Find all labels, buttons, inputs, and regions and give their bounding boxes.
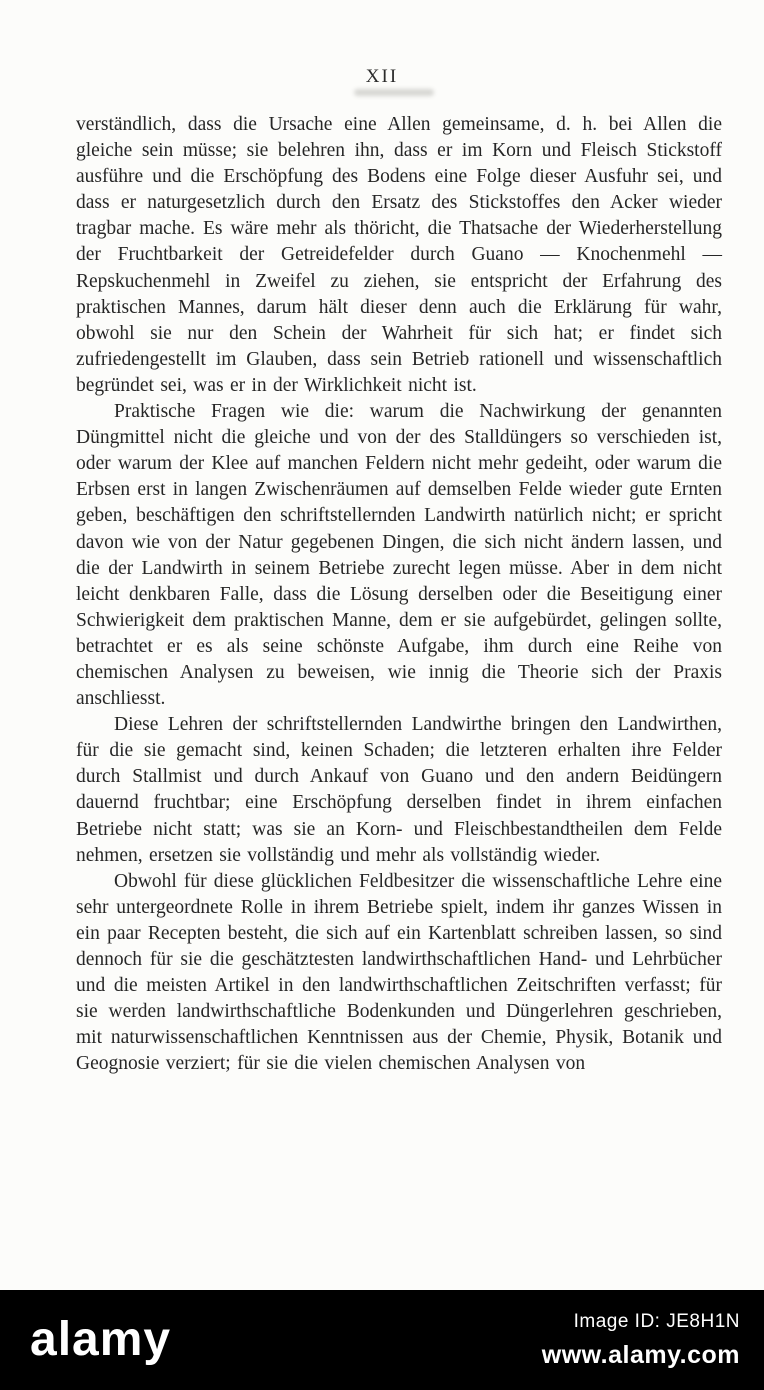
body-text <box>76 112 722 1077</box>
scan-smudge-artifact <box>354 89 434 96</box>
paragraph: Obwohl für diese glücklichen Feldbesitzer die wissenschaftliche Lehre eine sehr untergeordnete Rolle in ihrem Betriebe spielt, indem ihr ganzes Wissen in ein paar Recepten besteht, die sich auf ein Kartenblatt schreiben lassen, so sind dennoch für sie die geschätztesten landwirthschaftlichen Hand- und Lehrbücher und die meisten Artikel in den landwirthschaftlichen Zeitschriften verfasst; für sie werden landwirthschaftliche Bodenkunden und Düngerlehren geschrieben, mit naturwissenschaftlichen Kenntnissen aus der Chemie, Physik, Botanik und Geognosie verziert; für sie die vielen chemischen Analysen von <box>76 870 722 1075</box>
page-number: XII <box>365 66 399 87</box>
watermark-info <box>542 1311 740 1370</box>
alamy-logo: alamy <box>30 1313 172 1366</box>
paragraph: Praktische Fragen wie die: warum die Nachwirkung der genannten Düngmittel nicht die gleiche und von der des Stalldüngers so verschieden ist, oder warum der Klee auf manchen Feldern nicht mehr gedeiht, oder warum die Erbsen erst in langen Zwischenräumen auf demselben Felde wieder gute Ernten geben, beschäftigen den schriftstellernden Landwirth natürlich nicht; er spricht davon wie von der Natur gegebenen Dingen, die sich nicht ändern lassen, und die der Landwirth in seinem Betriebe zurecht legen müsse. Aber in dem nicht leicht denkbaren Falle, dass die Lösung derselben oder die Beseitigung einer Schwierigkeit dem praktischen Manne, dem er sie aufgebürdet, gelingen sollte, betrachtet er es als seine schönste Aufgabe, ihm durch eine Reihe von chemischen Analysen zu beweisen, wie innig die Theorie sich der Praxis anschliesst. <box>76 401 722 710</box>
image-id-text: Image ID: JE8H1N <box>573 1310 740 1332</box>
paragraph-continuation: verständlich, dass die Ursache eine Allen gemeinsame, d. h. bei Allen die gleiche sein müsse; sie belehren ihn, dass er im Korn und Fleisch Stickstoff ausführe und die Erschöpfung des Bodens eine Folge dieser Ausfuhr sei, und dass er naturgesetzlich durch den Ersatz des Stickstoffes den Acker wieder tragbar mache. Es wäre mehr als thöricht, die Thatsache der Wiederherstellung der Fruchtbarkeit der Getreidefelder durch Guano — Knochenmehl — Repskuchenmehl in Zweifel zu ziehen, sie entspricht der Erfahrung des praktischen Mannes, darum hält dieser denn auch die Erklärung für wahr, obwohl sie nur den Schein der Wahrheit für sich hat; er findet sich zufriedengestellt im Glauben, dass sein Betrieb rationell und wissenschaftlich begründet sei, was er in der Wirklichkeit nicht ist. <box>76 114 722 396</box>
alamy-url: www.alamy.com <box>541 1340 740 1369</box>
paragraph: Diese Lehren der schriftstellernden Landwirthe bringen den Landwirthen, für die sie gemacht sind, keinen Schaden; die letzteren erhalten ihre Felder durch Stallmist und durch Ankauf von Guano und den andern Beidüngern dauernd fruchtbar; eine Erschöpfung derselben findet in ihrem einfachen Betriebe nicht statt; was sie an Korn- und Fleischbestandtheilen dem Felde nehmen, ersetzen sie vollständig und mehr als vollständig wieder. <box>76 714 722 866</box>
alamy-watermark-bar <box>0 1290 764 1390</box>
